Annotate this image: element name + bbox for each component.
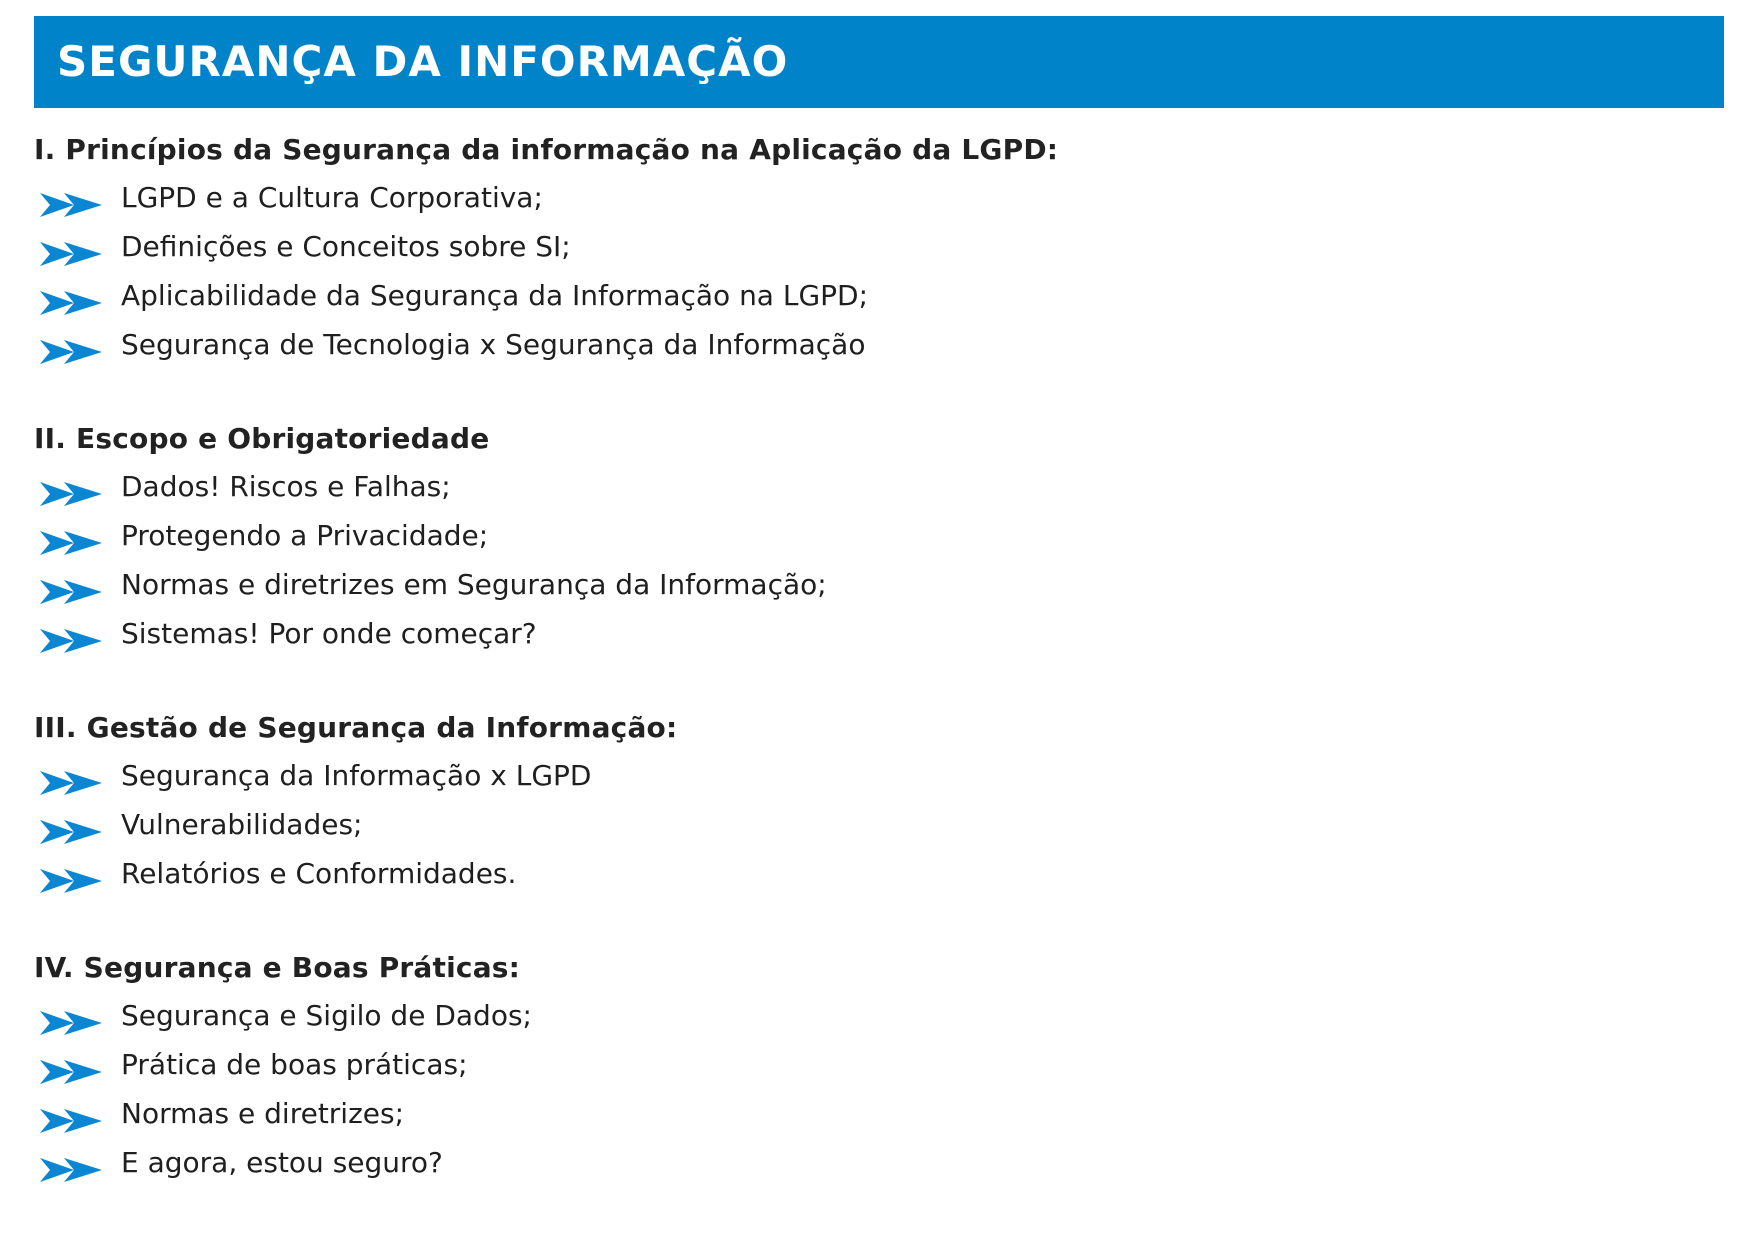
list-item-label: Segurança e Sigilo de Dados; (121, 999, 532, 1032)
list-item (34, 224, 1724, 273)
list-item (34, 1042, 1724, 1091)
list-item (34, 562, 1724, 611)
list-item-label: E agora, estou seguro? (121, 1146, 443, 1179)
list-item (34, 1140, 1724, 1189)
list-item (34, 753, 1724, 802)
list-item-label: Protegendo a Privacidade; (121, 519, 489, 552)
double-chevron-arrow-icon (38, 287, 104, 315)
content-list (34, 125, 1724, 1232)
double-chevron-arrow-icon (38, 527, 104, 555)
list-item (34, 611, 1724, 660)
list-item-label: LGPD e a Cultura Corporativa; (121, 181, 543, 214)
double-chevron-arrow-icon (38, 625, 104, 653)
header-banner (34, 16, 1724, 108)
list-item (34, 175, 1724, 224)
list-item (34, 802, 1724, 851)
double-chevron-arrow-icon (38, 865, 104, 893)
section-title: I. Princípios da Segurança da informação na Aplicação da LGPD: (34, 133, 1059, 166)
section-2 (34, 414, 1724, 660)
list-item-label: Dados! Riscos e Falhas; (121, 470, 451, 503)
double-chevron-arrow-icon (38, 1154, 104, 1182)
list-item-label: Sistemas! Por onde começar? (121, 617, 537, 650)
double-chevron-arrow-icon (38, 189, 104, 217)
double-chevron-arrow-icon (38, 1056, 104, 1084)
section-1 (34, 125, 1724, 371)
list-item-label: Definições e Conceitos sobre SI; (121, 230, 571, 263)
list-item-label: Aplicabilidade da Segurança da Informação na LGPD; (121, 279, 869, 312)
list-item-label: Vulnerabilidades; (121, 808, 363, 841)
section-4 (34, 943, 1724, 1189)
list-item-label: Relatórios e Conformidades. (121, 857, 517, 890)
list-item (34, 993, 1724, 1042)
double-chevron-arrow-icon (38, 238, 104, 266)
section-title: III. Gestão de Segurança da Informação: (34, 711, 678, 744)
list-item (34, 1091, 1724, 1140)
list-item (34, 464, 1724, 513)
list-item-label: Normas e diretrizes; (121, 1097, 405, 1130)
list-item-label: Segurança da Informação x LGPD (121, 759, 592, 792)
list-item (34, 513, 1724, 562)
list-item (34, 322, 1724, 371)
list-item-label: Prática de boas práticas; (121, 1048, 468, 1081)
section-3 (34, 703, 1724, 900)
double-chevron-arrow-icon (38, 816, 104, 844)
list-item-label: Segurança de Tecnologia x Segurança da Informação (121, 328, 866, 361)
section-title: II. Escopo e Obrigatoriedade (34, 422, 490, 455)
list-item (34, 273, 1724, 322)
list-item-label: Normas e diretrizes em Segurança da Informação; (121, 568, 827, 601)
section-title: IV. Segurança e Boas Práticas: (34, 951, 521, 984)
list-item (34, 851, 1724, 900)
double-chevron-arrow-icon (38, 1007, 104, 1035)
double-chevron-arrow-icon (38, 1105, 104, 1133)
double-chevron-arrow-icon (38, 478, 104, 506)
double-chevron-arrow-icon (38, 336, 104, 364)
double-chevron-arrow-icon (38, 576, 104, 604)
double-chevron-arrow-icon (38, 767, 104, 795)
page-title: SEGURANÇA DA INFORMAÇÃO (57, 37, 789, 86)
